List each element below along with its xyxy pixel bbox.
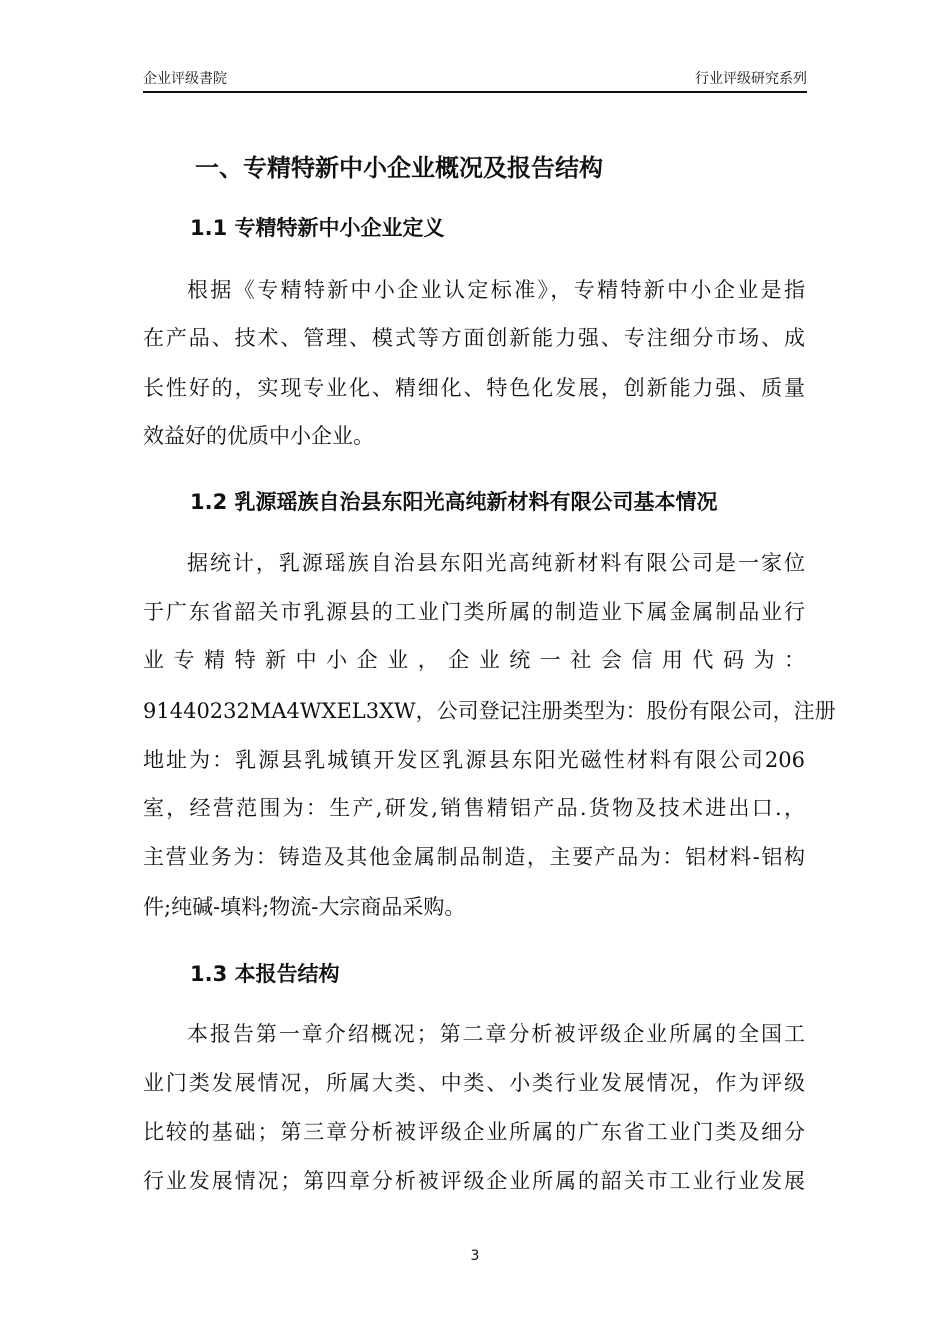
subsection-title-1-3: 1.3 本报告结构 bbox=[190, 962, 340, 986]
subsection-title-1-1: 1.1 专精特新中小企业定义 bbox=[190, 216, 445, 240]
paragraph-line: 比较的基础；第三章分析被评级企业所属的广东省工业门类及细分 bbox=[143, 1120, 805, 1144]
paragraph-line: 于广东省韶关市乳源县的工业门类所属的制造业下属金属制品业行 bbox=[143, 600, 805, 624]
paragraph-line: 效益好的优质中小企业。 bbox=[143, 424, 374, 448]
paragraph-line: 行业发展情况；第四章分析被评级企业所属的韶关市工业行业发展 bbox=[143, 1169, 805, 1193]
page-number: 3 bbox=[470, 1248, 480, 1264]
paragraph-line: 件;纯碱-填料;物流-大宗商品采购。 bbox=[143, 895, 466, 919]
paragraph-line: 业专精特新中小企业，企业统一社会信用代码为： bbox=[143, 648, 805, 672]
paragraph-line: 根据《专精特新中小企业认定标准》，专精特新中小企业是指 bbox=[187, 278, 805, 302]
section-title: 一、专精特新中小企业概况及报告结构 bbox=[195, 154, 603, 182]
header-left: 企业评级書院 bbox=[143, 71, 227, 87]
paragraph-line: 长性好的，实现专业化、精细化、特色化发展，创新能力强、质量 bbox=[143, 376, 805, 400]
paragraph-line: 本报告第一章介绍概况；第二章分析被评级企业所属的全国工 bbox=[187, 1022, 805, 1046]
paragraph-line: 91440232MA4WXEL3XW，公司登记注册类型为：股份有限公司，注册 bbox=[143, 699, 836, 723]
subsection-title-1-2: 1.2 乳源瑶族自治县东阳光高纯新材料有限公司基本情况 bbox=[190, 490, 718, 514]
header-right: 行业评级研究系列 bbox=[695, 71, 807, 87]
header-rule bbox=[143, 91, 807, 93]
paragraph-line: 主营业务为：铸造及其他金属制品制造，主要产品为：铝材料-铝构 bbox=[143, 845, 805, 869]
paragraph-line: 室，经营范围为：生产,研发,销售精铝产品.货物及技术进出口.， bbox=[143, 796, 805, 820]
paragraph-line: 地址为：乳源县乳城镇开发区乳源县东阳光磁性材料有限公司206 bbox=[143, 748, 805, 772]
paragraph-line: 业门类发展情况，所属大类、中类、小类行业发展情况，作为评级 bbox=[143, 1071, 805, 1095]
paragraph-line: 据统计，乳源瑶族自治县东阳光高纯新材料有限公司是一家位 bbox=[187, 551, 805, 575]
paragraph-line: 在产品、技术、管理、模式等方面创新能力强、专注细分市场、成 bbox=[143, 326, 805, 350]
